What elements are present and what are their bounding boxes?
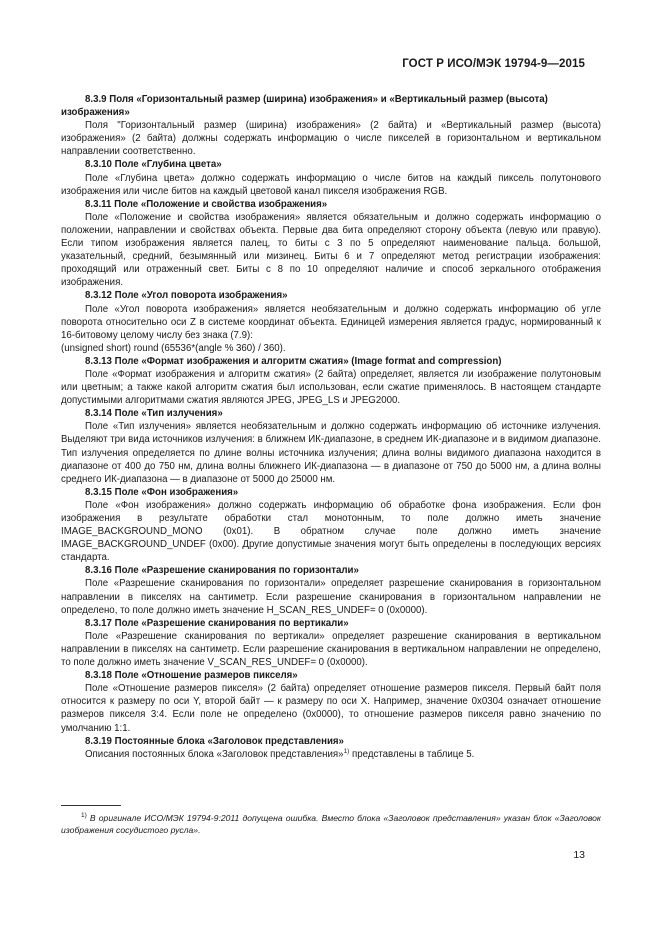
section-heading: 8.3.9 Поля «Горизонтальный размер (ширина) изображения» и «Вертикальный размер (высота) изображения» <box>61 94 548 119</box>
section-heading: 8.3.19 Постоянные блока «Заголовок представления» <box>85 735 344 747</box>
footnote-reference: 1) <box>343 747 350 755</box>
section-heading: 8.3.15 Поле «Фон изображения» <box>85 486 239 498</box>
footnote <box>61 812 601 836</box>
document-body <box>61 93 601 761</box>
section-heading: 8.3.11 Поле «Положение и свойства изображения» <box>85 198 328 210</box>
footnote-marker: 1) <box>81 812 87 820</box>
paragraph-text: представлены в таблице 5. <box>349 748 475 760</box>
body-paragraph <box>61 748 601 761</box>
body-paragraph: Поле «Глубина цвета» должно содержать информацию о числе битов на каждый пиксель полутонового изображения или числе битов на каждый цветовой канал пикселя изображения RGB. <box>61 172 601 197</box>
section-heading: 8.3.18 Поле «Отношение размеров пикселя» <box>85 670 298 682</box>
section-heading: 8.3.14 Поле «Тип излучения» <box>85 408 223 420</box>
page-number: 13 <box>573 849 585 861</box>
body-paragraph: Поле «Угол поворота изображения» является необязательным и должно содержать информацию об угле поворота относительно оси Z в системе координат объекта. Единицей измерения является градус, нормированный к 16-битовому целому числу без знака (7.9): <box>61 303 601 341</box>
section-heading: 8.3.16 Поле «Разрешение сканирования по горизонтали» <box>85 565 359 577</box>
body-paragraph: Поле «Фон изображения» должно содержать информацию об обработке фона изображения. Если фон изображения в результате обработки стал монотонным, то поле должно иметь значение IMAGE_BACKGROUND_MONO (0x01). В обратном случае поле должно иметь значение IMAGE_BACKGROUND_UNDEF (0x00). Другие допустимые значения могут быть определены в последующих версиях стандарта. <box>61 499 601 564</box>
body-paragraph: Поля "Горизонтальный размер (ширина) изображения» (2 байта) и «Вертикальный размер (высота) изображения» (2 байта) должны содержать информацию о числе пикселей в горизонтальном и вертикальном направлении соответственно. <box>61 120 601 158</box>
body-paragraph: Поле «Формат изображения и алгоритм сжатия» (2 байта) определяет, является ли изображение полутоновым или цветным; а также какой алгоритм сжатия был использован, если сжатие применялось. В настоящем стандарте допустимыми алгоритмами сжатия являются JPEG, JPEG_LS и JPEG2000. <box>61 368 601 407</box>
body-paragraph: Поле «Положение и свойства изображения» является обязательным и должно содержать информацию о положении, направлении и свойствах объекта. Первые два бита определяют сторону объекта (левую или правую). Если типом изображения является палец, то биты с 3 по 5 определяют наименование пальца. большой, указательный, средний, безымянный или мизинец. Биты 6 и 7 определяют метод регистрации изображения: проходящий или отраженный свет. Биты с 8 по 10 определяют наличие и способ зеркального отображения изображения. <box>61 211 601 289</box>
body-paragraph: Поле «Разрешение сканирования по горизонтали» определяет разрешение сканирования в горизонтальном направлении в пикселях на сантиметр. Если разрешение сканирования в горизонтальном направлении не определено, то поле должно иметь значение H_SCAN_RES_UNDEF= 0 (0x0000). <box>61 578 601 616</box>
formula-line: (unsigned short) round (65536*(angle % 360) / 360). <box>61 342 286 354</box>
section-heading: 8.3.10 Поле «Глубина цвета» <box>85 159 222 171</box>
footnote-text: В оригинале ИСО/МЭК 19794-9:2011 допущена ошибка. Вместо блока «Заголовок представления» указан блок «Заголовок изображения сосудистого русла». <box>61 813 601 835</box>
footnote-divider <box>61 805 121 806</box>
section-heading: 8.3.13 Поле «Формат изображения и алгоритм сжатия» (Image format and compression) <box>85 355 502 367</box>
document-header: ГОСТ Р ИСО/МЭК 19794-9—2015 <box>402 58 585 70</box>
body-paragraph: Поле «Отношение размеров пикселя» (2 байта) определяет отношение размеров пикселя. Первый байт поля относится к размеру по оси Y, второй байт — к размеру по оси X. Например, значение 0x0304 означает отношение размеров пикселя 3:4. Если поле не определено (0x0000), то отношение размеров пикселя равно значению по умолчанию 1:1. <box>61 683 601 734</box>
body-paragraph: Поле «Разрешение сканирования по вертикали» определяет разрешение сканирования в вертикальном направлении в пикселях на сантиметр. Если разрешение сканирования в вертикальном направлении не определено, то поле должно иметь значение V_SCAN_RES_UNDEF= 0 (0x0000). <box>61 630 601 669</box>
paragraph-text: Описания постоянных блока «Заголовок представления» <box>85 748 344 760</box>
section-heading: 8.3.17 Поле «Разрешение сканирования по вертикали» <box>85 617 349 629</box>
body-paragraph: Поле «Тип излучения» является необязательным и должно содержать информацию об источнике излучения. Выделяют три вида источников излучения: в ближнем ИК-диапазоне, в среднем ИК-диапазоне и в видимом диапазоне. Тип излучения определяется по длине волны источника излучения; длина волны видимого диапазона находится в диапазоне от 400 до 750 нм, длина волны ближнего ИК-диапазона — в диапазоне от 750 до 5000 нм, а длина волны среднего ИК-диапазона — в диапазоне от 5000 до 25000 нм. <box>61 421 601 485</box>
section-heading: 8.3.12 Поле «Угол поворота изображения» <box>85 290 288 302</box>
